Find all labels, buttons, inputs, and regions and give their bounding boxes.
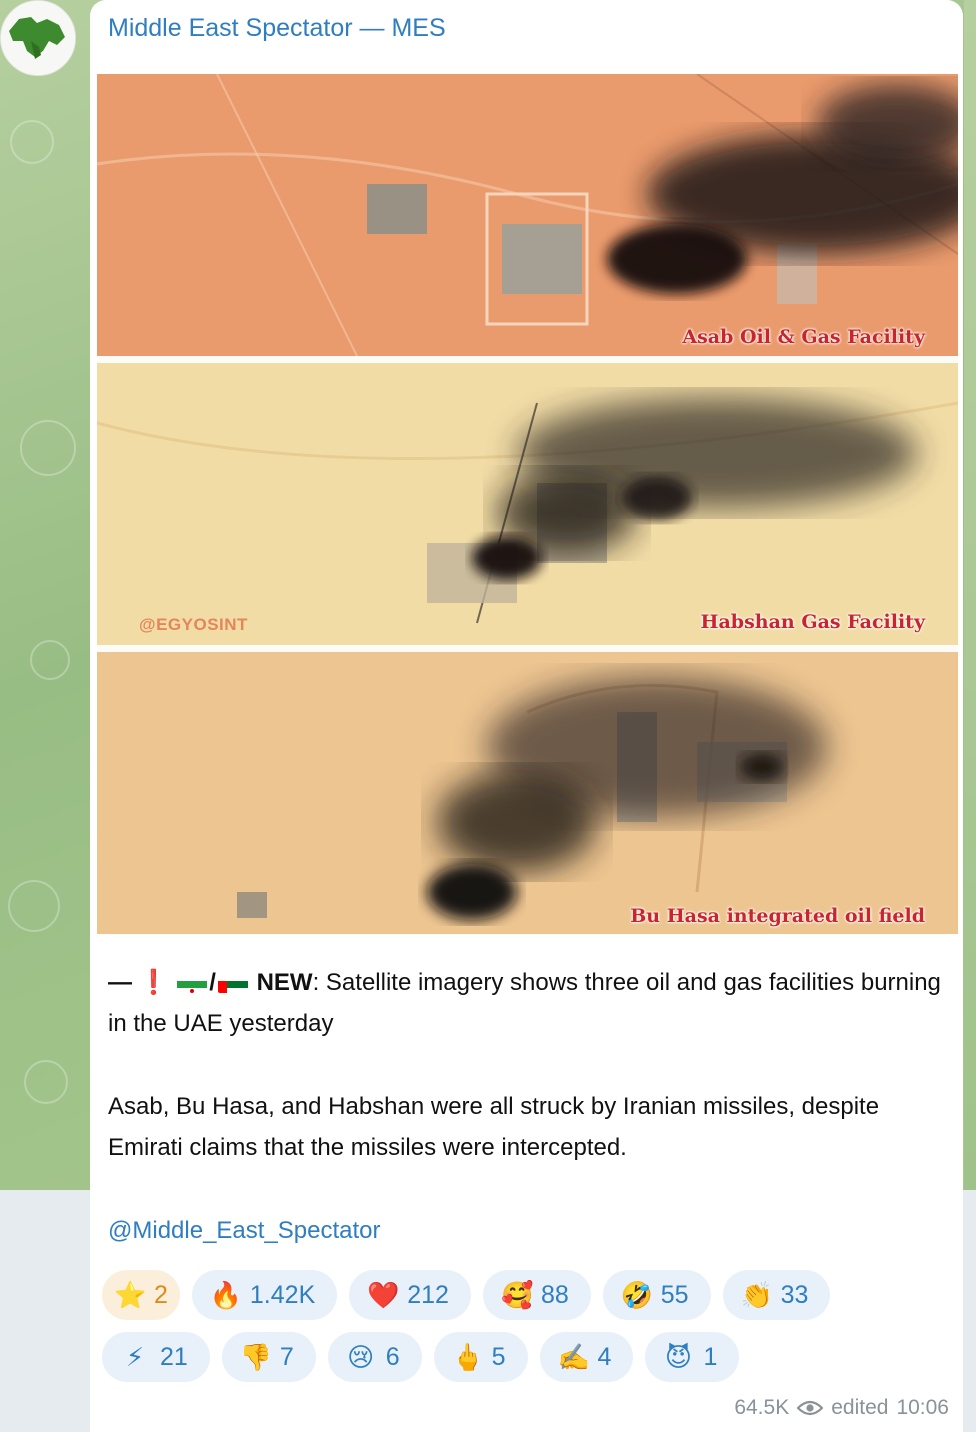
writing-hand-icon: ✍️ <box>557 1342 590 1372</box>
reactions-row-1 <box>102 1270 952 1320</box>
message-time: 10:06 <box>896 1396 949 1419</box>
message-meta <box>734 1396 949 1420</box>
reaction-count: 21 <box>160 1342 188 1371</box>
image-panel-habshan <box>97 363 958 645</box>
flag-separator: / <box>209 969 216 996</box>
reaction-count: 88 <box>540 1280 569 1309</box>
channel-avatar[interactable] <box>0 0 76 76</box>
reaction-chip[interactable] <box>102 1332 210 1382</box>
crying-icon: 😢 <box>347 1342 375 1372</box>
image-panel-asab <box>97 74 958 356</box>
reaction-count: 55 <box>660 1280 689 1309</box>
edited-label: edited <box>831 1396 889 1419</box>
reaction-count: 33 <box>780 1280 809 1309</box>
view-count: 64.5K <box>734 1396 790 1419</box>
smiling-hearts-icon: 🥰 <box>500 1280 534 1310</box>
reaction-count: 6 <box>385 1342 400 1371</box>
reaction-count: 4 <box>597 1342 612 1371</box>
wallpaper-right-edge <box>964 0 976 1190</box>
headline-text: : Satellite imagery shows three oil and gas facilities burning in the UAE yesterday <box>108 969 941 1037</box>
clap-icon: 👏 <box>740 1280 773 1310</box>
reaction-chip[interactable] <box>723 1270 831 1320</box>
panel-label-asab: Asab Oil & Gas Facility <box>682 326 925 348</box>
devil-icon: 😈 <box>664 1342 692 1372</box>
reaction-chip[interactable] <box>645 1332 739 1382</box>
channel-name[interactable]: Middle East Spectator — MES <box>108 14 446 42</box>
panel-label-habshan: Habshan Gas Facility <box>700 611 925 633</box>
iran-flag-icon <box>177 973 207 993</box>
reaction-count: 1 <box>703 1342 718 1371</box>
reaction-chip[interactable] <box>540 1332 634 1382</box>
middle-finger-icon: 🖕 <box>451 1342 484 1372</box>
reaction-chip[interactable] <box>483 1270 591 1320</box>
fire-icon: 🔥 <box>209 1280 243 1310</box>
reaction-count: 212 <box>407 1280 449 1309</box>
reaction-chip[interactable] <box>192 1270 337 1320</box>
rofl-icon: 🤣 <box>620 1280 654 1310</box>
reaction-count: 7 <box>279 1342 294 1371</box>
headline-bold: NEW <box>256 969 313 996</box>
reaction-chip[interactable] <box>328 1332 422 1382</box>
image-panel-buhasa <box>97 652 958 934</box>
thumbs-down-icon: 👎 <box>239 1342 273 1372</box>
channel-link[interactable]: @Middle_East_Spectator <box>108 1217 381 1244</box>
reaction-chip[interactable] <box>222 1332 316 1382</box>
lightning-icon: ⚡ <box>125 1342 145 1372</box>
reaction-chip[interactable] <box>434 1332 528 1382</box>
eye-icon <box>797 1399 823 1417</box>
message-text <box>108 962 948 1251</box>
reactions <box>102 1270 952 1394</box>
reaction-count: 2 <box>154 1280 168 1309</box>
heart-icon: ❤️ <box>367 1280 400 1310</box>
satellite-image[interactable] <box>97 74 958 934</box>
reaction-count: 5 <box>491 1342 506 1371</box>
star-icon: ⭐ <box>114 1280 147 1310</box>
uae-flag-icon <box>218 973 248 993</box>
reaction-chip[interactable] <box>603 1270 711 1320</box>
message-bubble <box>90 0 963 1432</box>
reaction-count: 1.42K <box>249 1280 316 1309</box>
reactions-row-2 <box>102 1332 952 1382</box>
body-text: Asab, Bu Hasa, and Habshan were all struck by Iranian missiles, despite Emirati claims that the missiles were intercepted. <box>108 1093 880 1161</box>
reaction-chip[interactable] <box>349 1270 471 1320</box>
panel-label-buhasa: Bu Hasa integrated oil field <box>630 905 925 927</box>
dash: — <box>108 969 132 996</box>
watermark: @EGYOSINT <box>139 615 248 634</box>
exclamation-icon: ❗ <box>138 969 169 996</box>
reaction-chip[interactable] <box>102 1270 180 1320</box>
